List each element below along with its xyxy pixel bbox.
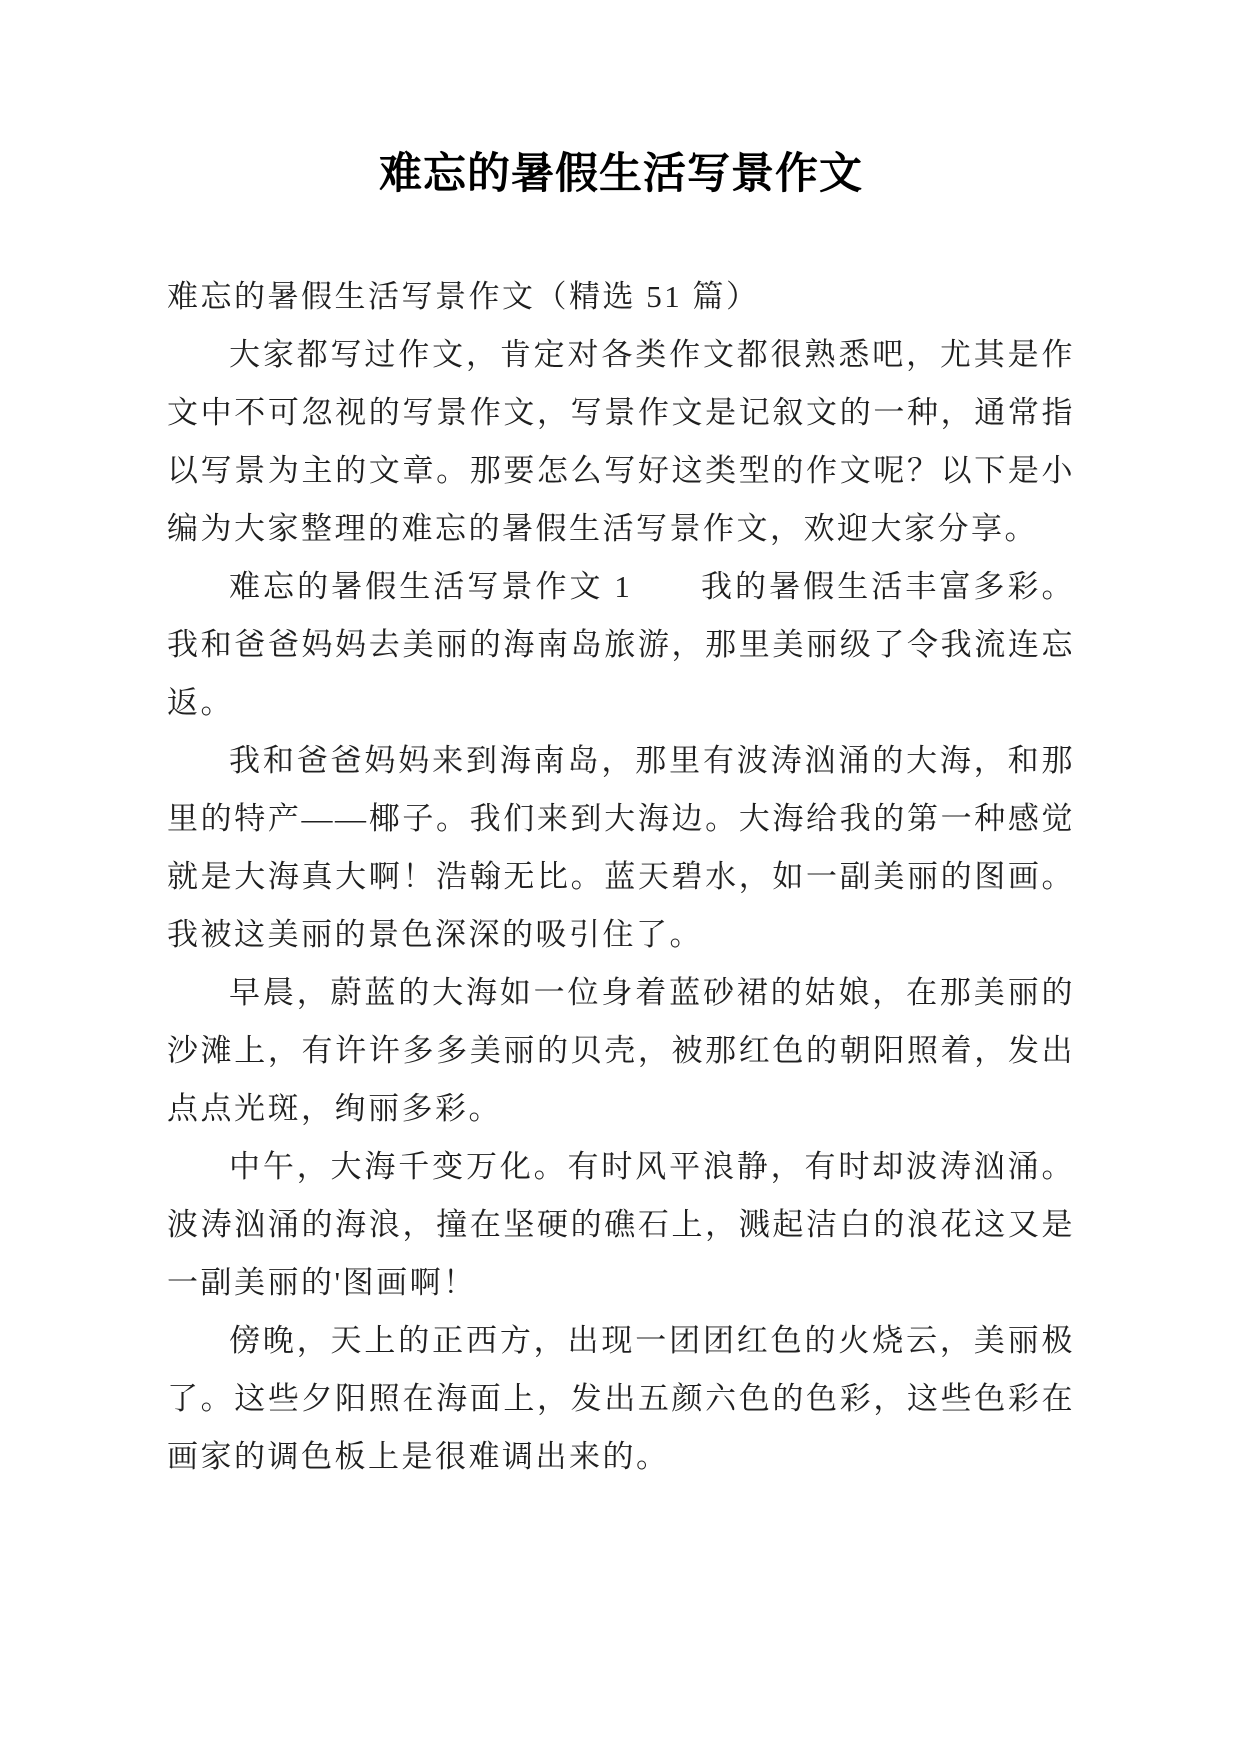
paragraph-essay1-opening: 难忘的暑假生活写景作文 1 我的暑假生活丰富多彩。我和爸爸妈妈去美丽的海南岛旅游，那里美丽级了令我流连忘返。 xyxy=(167,569,1075,720)
paragraph-intro: 大家都写过作文，肯定对各类作文都很熟悉吧，尤其是作文中不可忽视的写景作文，写景作文是记叙文的一种，通常指以写景为主的文章。那要怎么写好这类型的作文呢？以下是小编为大家整理的难忘的暑假生活写景作文，欢迎大家分享。 xyxy=(167,337,1075,546)
document-title: 难忘的暑假生活写景作文 xyxy=(379,151,863,198)
paragraph-subtitle: 难忘的暑假生活写景作文（精选 51 篇） xyxy=(167,279,760,314)
paragraph-essay1-evening: 傍晚，天上的正西方，出现一团团红色的火烧云，美丽极了。这些夕阳照在海面上，发出五颜六色的色彩，这些色彩在画家的调色板上是很难调出来的。 xyxy=(167,1323,1075,1474)
document-body xyxy=(167,268,1075,1486)
paragraph-essay1-sea: 我和爸爸妈妈来到海南岛，那里有波涛汹涌的大海，和那里的特产——椰子。我们来到大海边。大海给我的第一种感觉就是大海真大啊！浩翰无比。蓝天碧水，如一副美丽的图画。我被这美丽的景色深深的吸引住了。 xyxy=(167,743,1075,952)
paragraph-essay1-morning: 早晨，蔚蓝的大海如一位身着蓝砂裙的姑娘，在那美丽的沙滩上，有许许多多美丽的贝壳，被那红色的朝阳照着，发出点点光斑，绚丽多彩。 xyxy=(167,975,1075,1126)
paragraph-essay1-noon: 中午，大海千变万化。有时风平浪静，有时却波涛汹涌。波涛汹涌的海浪，撞在坚硬的礁石上，溅起洁白的浪花这又是一副美丽的'图画啊！ xyxy=(167,1149,1075,1300)
